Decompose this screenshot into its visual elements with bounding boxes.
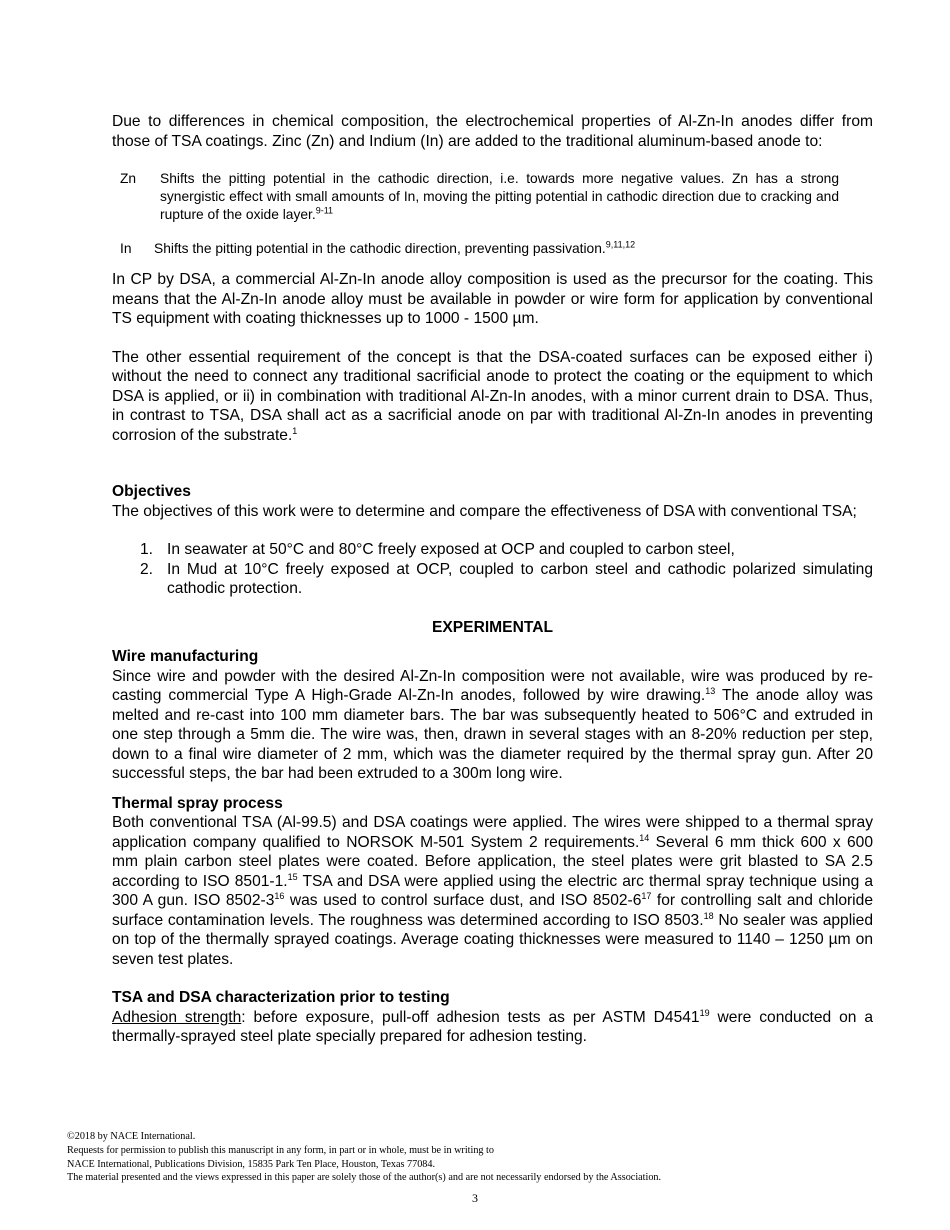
footer-permission: Requests for permission to publish this manuscript in any form, in part or in whole, must be in writing to	[67, 1144, 494, 1156]
requirement-paragraph: The other essential requirement of the concept is that the DSA-coated surfaces can be exposed either i) without the need to connect any traditional sacrificial anode to protect the coating or the equipment to which DSA is applied, or ii) in combination with traditional Al-Zn-In anodes, with a minor current drain to DSA. Thus, in contrast to TSA, DSA shall act as a sacrificial anode on par with traditional Al-Zn-In anodes in preventing corrosion of the substrate.$^1$	[112, 348, 873, 444]
page-number: 3	[472, 1191, 478, 1205]
wire-paragraph: Since wire and powder with the desired Al-Zn-In composition were not available, wire was produced by re-casting commercial Type A High-Grade Al-Zn-In anodes, followed by wire drawing.$^{13}$ The anode alloy was melted and re-cast into 100 mm diameter bars. The bar was subsequently heated to 506°C and extruded in one step through a 5mm die. The wire was, then, drawn in several stages with an 8-20% reduction per step, down to a final wire diameter of 2 mm, which was the diameter required by the thermal spray gun. After 20 successful steps, the bar had been extruded to a 300m long wire.	[112, 667, 873, 782]
citation: 17	[641, 890, 652, 901]
citation: 9-11	[315, 205, 334, 216]
citation: 15	[287, 871, 298, 882]
footer-disclaimer: The material presented and the views expressed in this paper are solely those of the author(s) and are not necessarily endorsed by the Association.	[67, 1172, 662, 1184]
wire-heading: Wire manufacturing	[112, 648, 259, 665]
footer	[67, 1130, 887, 1185]
objectives-heading: Objectives	[112, 483, 191, 500]
citation: 1	[292, 425, 298, 436]
characterization-heading: TSA and DSA characterization prior to testing	[112, 989, 450, 1006]
definition-zn	[112, 170, 873, 224]
definition-term: Zn	[120, 171, 137, 186]
definition-text: Shifts the pitting potential in the cathodic direction, preventing passivation.$^{9,11,12}$	[154, 239, 636, 256]
experimental-heading: EXPERIMENTAL	[431, 618, 553, 636]
objectives-list	[112, 540, 873, 599]
intro-paragraph: Due to differences in chemical composition, the electrochemical properties of Al-Zn-In anodes differ from those of TSA coatings. Zinc (Zn) and Indium (In) are added to the traditional aluminum-based anode to:	[112, 113, 873, 150]
definition-in	[112, 240, 873, 258]
footer-address: NACE International, Publications Division, 15835 Park Ten Place, Houston, Texas 77084.	[67, 1158, 436, 1170]
adhesion-label: Adhesion strength	[112, 1008, 242, 1026]
citation: 13	[705, 685, 716, 696]
list-item: 1. In seawater at 50°C and 80°C freely exposed at OCP and coupled to carbon steel,	[140, 541, 735, 558]
cp-paragraph: In CP by DSA, a commercial Al-Zn-In anode alloy composition is used as the precursor for the coating. This means that the Al-Zn-In anode alloy must be available in powder or wire form for application by conventional TS equipment with coating thicknesses up to 1000 - 1500 µm.	[112, 271, 873, 327]
spray-paragraph: Both conventional TSA (Al-99.5) and DSA coatings were applied. The wires were shipped to a thermal spray application company qualified to NORSOK M-501 System 2 requirements.$^{14}$ Several 6 mm thick 600 x 600 mm plain carbon steel plates were coated. Before application, the steel plates were grit blasted to SA 2.5 according to ISO 8501-1.15 TSA and DSA were applied using the electric arc thermal spray technique using a 300 A gun. ISO $8502-3^{16}$ was used to control surface dust, and ISO $8502-6^{17}$ for controlling salt and chloride surface contamination levels. The roughness was determined according to ISO 8503.18 No sealer was applied on top of the thermally sprayed coatings. Average coating thicknesses were measured to 1140 – 1250 µm on seven test plates.	[112, 814, 873, 968]
citation: 18	[703, 910, 714, 921]
citation: 9,11,12	[605, 239, 636, 250]
adhesion-paragraph: Adhesion strength: before exposure, pull-off adhesion tests as per ASTM D4541$^{19}$ were conducted on a thermally-sprayed steel plate specially prepared for adhesion testing.	[112, 1007, 874, 1045]
list-item: 2. In Mud at 10°C freely exposed at OCP, coupled to carbon steel and cathodic polarized simulating cathodic protection.	[140, 560, 873, 597]
citation: 19	[699, 1007, 710, 1018]
definition-text: Shifts the pitting potential in the cathodic direction, i.e. towards more negative values. Zn has a strong synergistic effect with small amounts of In, moving the pitting potential in cathodic direction due to cracking and rupture of the oxide layer.$^{9-11}$	[160, 171, 839, 222]
citation: 16	[274, 890, 285, 901]
copyright: ©2018 by NACE International.	[67, 1131, 196, 1142]
spray-heading: Thermal spray process	[112, 794, 283, 812]
citation: 14	[639, 832, 650, 843]
objectives-text: The objectives of this work were to determine and compare the effectiveness of DSA with conventional TSA;	[112, 502, 857, 520]
definition-term: In	[120, 241, 132, 256]
page-body	[112, 112, 873, 1047]
